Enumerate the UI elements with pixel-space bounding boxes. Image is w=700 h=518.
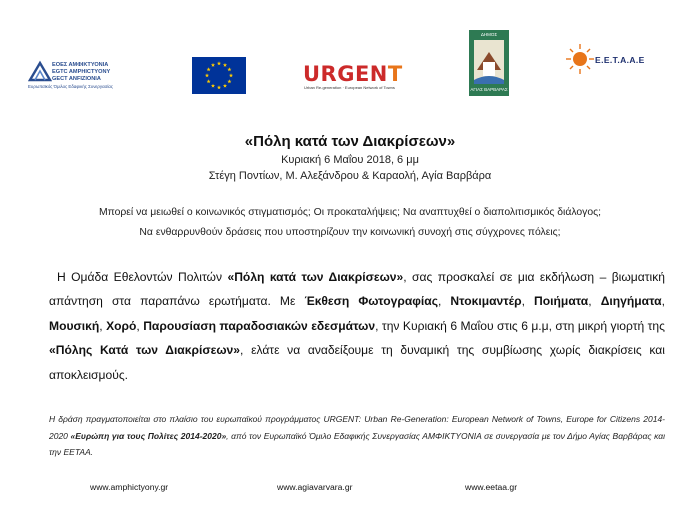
footer-link-amphictyony[interactable]: www.amphictyony.gr bbox=[90, 482, 169, 492]
eu-star-icon bbox=[211, 63, 215, 67]
eu-star-icon bbox=[207, 79, 211, 83]
para-bold-food-presentation: Παρουσίαση παραδοσιακών εδεσμάτων bbox=[143, 318, 376, 333]
para-text: , σας προσκαλεί σε μια εκδήλωση – βιωματική απάντηση στα παραπάνω ερωτήματα. Με bbox=[49, 270, 665, 309]
eetaa-logo bbox=[566, 42, 656, 76]
amphictyony-line1: ΕΟΕΣ ΑΜΦΙΚΤΥΟΝΙΑ bbox=[52, 62, 109, 68]
eu-star-icon bbox=[227, 67, 231, 71]
amphictyony-tagline: Ευρωπαϊκός Όμιλος Εδαφικής Συνεργασίας bbox=[28, 84, 113, 89]
para-bold-stories: Διηγήματα bbox=[600, 294, 662, 309]
para-bold-photo-exhibition: Έκθεση Φωτογραφίας bbox=[304, 294, 438, 309]
eu-star-icon bbox=[223, 63, 227, 67]
footer-link-eetaa[interactable]: www.eetaa.gr bbox=[465, 482, 518, 492]
event-date: Κυριακή 6 Μαΐου 2018, 6 μμ bbox=[281, 154, 419, 166]
agia-varvara-top-text: ΔΗΜΟΣ bbox=[480, 32, 498, 37]
event-venue: Στέγη Ποντίων, Μ. Αλεξάνδρου & Καραολή, Αγία Βαρβάρα bbox=[208, 170, 492, 182]
para-bold-poems: Ποιήματα bbox=[534, 294, 589, 309]
urgent-wordmark bbox=[303, 62, 403, 86]
eu-flag-icon bbox=[192, 57, 246, 94]
urgent-word-end: T bbox=[387, 62, 403, 86]
urgent-logo bbox=[303, 62, 411, 92]
para-text: Η Ομάδα Εθελοντών Πολιτών bbox=[57, 270, 228, 284]
event-title: «Πόλη κατά των Διακρίσεων» bbox=[244, 133, 456, 150]
eetaa-wordmark: Ε.Ε.Τ.Α.Α.Ε bbox=[595, 55, 645, 65]
eu-star-icon bbox=[217, 85, 221, 89]
amphictyony-line3: GECT ANFIZIONIA bbox=[52, 76, 101, 82]
eu-star-icon bbox=[205, 73, 209, 77]
amphictyony-logo bbox=[28, 58, 146, 94]
para-text: , bbox=[661, 294, 665, 309]
urgent-subtitle: Urban Re-generation · European Network of Towns bbox=[304, 85, 395, 90]
eu-star-icon bbox=[223, 84, 227, 88]
para-bold-music: Μουσική bbox=[49, 318, 100, 333]
question-line-2: Να ενθαρρυνθούν δράσεις που υποστηρίζουν την κοινωνική συνοχή στις σύγχρονες πόλεις; bbox=[139, 227, 561, 238]
amphictyony-line2: EGTC AMPHICTYONY bbox=[52, 69, 111, 75]
eu-star-icon bbox=[227, 79, 231, 83]
para-text: , bbox=[588, 294, 601, 309]
agia-varvara-bottom-text: ΑΓΙΑΣ ΒΑΡΒΑΡΑΣ bbox=[470, 87, 508, 92]
eu-star-icon bbox=[211, 84, 215, 88]
footer-link-agiavarvara[interactable]: www.agiavarvara.gr bbox=[277, 482, 353, 492]
para-bold-city-name: «Πόλης Κατά των Διακρίσεων» bbox=[49, 343, 241, 358]
amphictyony-emblem-icon bbox=[28, 60, 52, 84]
logo-strip bbox=[0, 0, 700, 110]
para-bold-dance: Χορό bbox=[106, 318, 137, 333]
para-text: , bbox=[437, 294, 451, 309]
para-bold-group-name: «Πόλη κατά των Διακρίσεων» bbox=[227, 270, 404, 284]
para-bold-documentary: Ντοκιμαντέρ bbox=[450, 294, 522, 309]
eu-star-icon bbox=[217, 61, 221, 65]
agia-varvara-logo bbox=[469, 30, 509, 96]
note-bold-program: «Ευρώπη για τους Πολίτες 2014-2020» bbox=[70, 430, 227, 441]
note-text: Η δράση πραγματοποιείται στο πλαίσιο του ευρωπαϊκού προγράμματος URGENT: Urban Re-Generation: European Network of Towns, Europe for Citizens 2014-2020 bbox=[49, 414, 665, 441]
note-text: , από τον Ευρωπαϊκό Όμιλο Εδαφικής Συνεργασίας ΑΜΦΙΚΤΥΟΝΙΑ σε συνεργασία με τον Δήμο Αγίας Βαρβάρας και την ΕΕΤΑΑ. bbox=[49, 430, 665, 457]
eu-star-icon bbox=[207, 67, 211, 71]
eu-star-icon bbox=[229, 73, 233, 77]
para-text: , την Κυριακή 6 Μαΐου στις 6 μ.μ, στη μικρή γιορτή της bbox=[375, 318, 665, 333]
para-text: , bbox=[99, 318, 107, 333]
para-text: , bbox=[136, 318, 144, 333]
para-text: , bbox=[521, 294, 535, 309]
invitation-paragraph bbox=[49, 265, 665, 387]
eetaa-sun-icon bbox=[566, 42, 594, 76]
urgent-word-main: URGEN bbox=[303, 62, 388, 86]
para-text: , ελάτε να αναδείξουμε τη δυναμική της συμβίωσης χωρίς διακρίσεις και αποκλεισμούς. bbox=[49, 343, 665, 382]
question-line-1: Μπορεί να μειωθεί ο κοινωνικός στιγματισμός; Οι προκαταλήψεις; Να αναπτυχθεί ο διαπολιτισμικός διάλογος; bbox=[98, 207, 602, 218]
program-note bbox=[49, 411, 665, 461]
